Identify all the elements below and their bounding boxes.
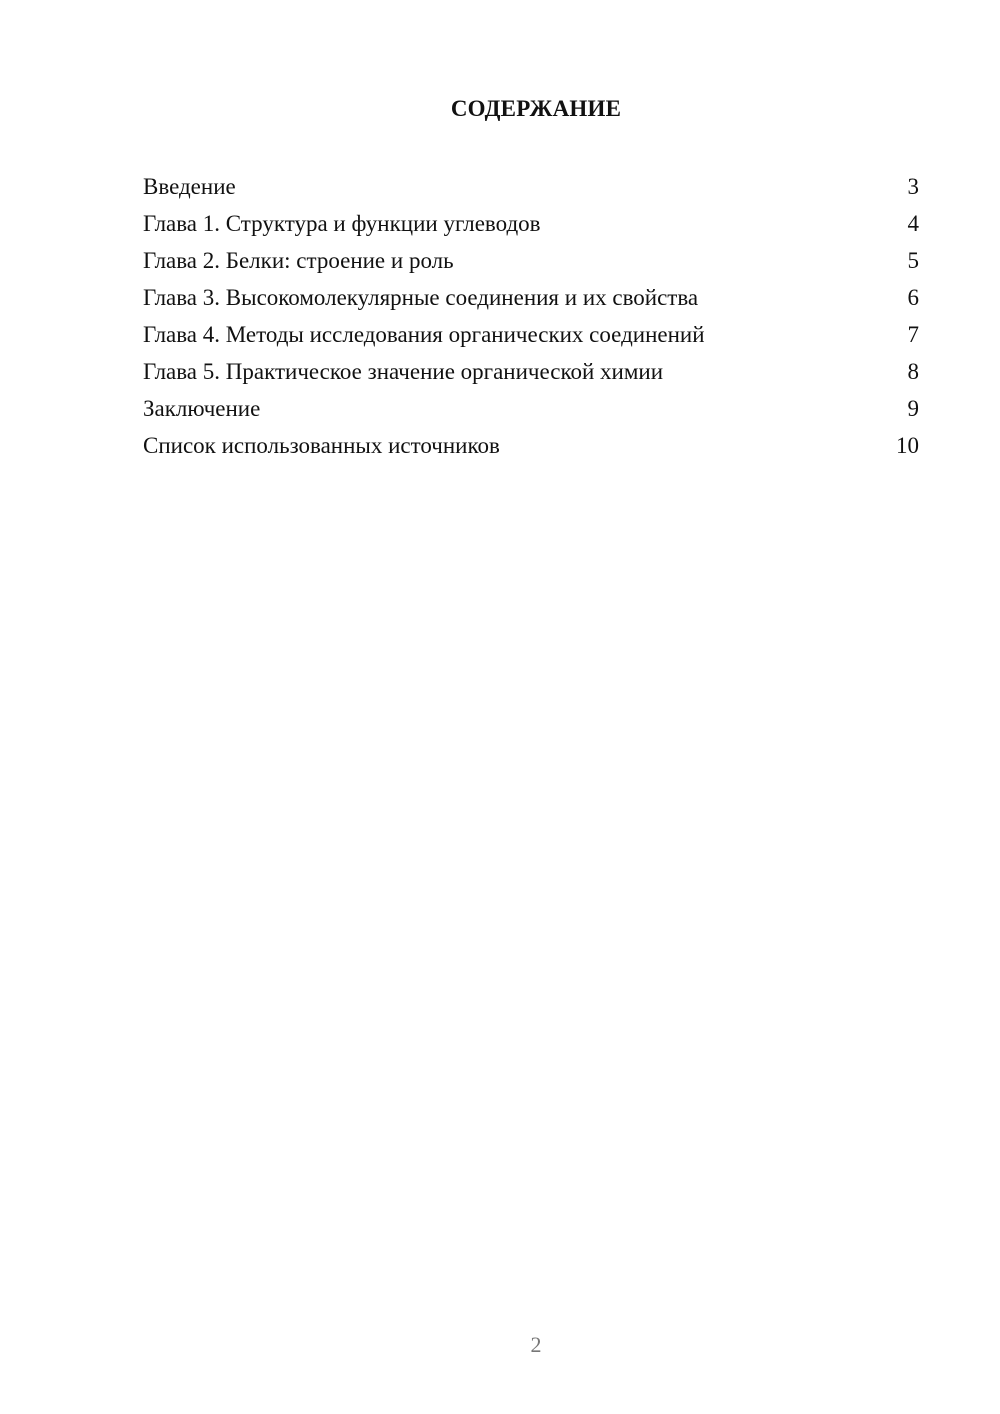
toc-entry-page: 5: [907, 248, 919, 273]
page-title: СОДЕРЖАНИЕ: [450, 96, 622, 121]
toc-entry-chapter-4: [143, 316, 919, 353]
toc-entry-page: 4: [907, 211, 919, 236]
toc-entry-page: 9: [907, 396, 919, 421]
toc-entry-label: Заключение: [143, 396, 261, 421]
toc-entry-label: Глава 4. Методы исследования органических соединений: [143, 322, 705, 347]
toc-entry-conclusion: [143, 390, 919, 427]
toc-entry-label: Список использованных источников: [143, 433, 500, 458]
page-number: 2: [530, 1332, 542, 1357]
toc-entry-page: 8: [907, 359, 919, 384]
toc-entry-label: Глава 3. Высокомолекулярные соединения и их свойства: [143, 285, 699, 310]
toc-entry-chapter-5: [143, 353, 919, 390]
toc-entry-label: Глава 1. Структура и функции углеводов: [143, 211, 541, 236]
toc-entry-references: [143, 427, 919, 464]
toc-entry-label: Введение: [143, 174, 236, 199]
toc-entry-chapter-1: [143, 205, 919, 242]
toc-entry-label: Глава 5. Практическое значение органической химии: [143, 359, 664, 384]
toc-entry-page: 7: [907, 322, 919, 347]
toc-entry-page: 6: [907, 285, 919, 310]
toc-entry-label: Глава 2. Белки: строение и роль: [143, 248, 454, 273]
toc-entry-page: 10: [896, 433, 919, 458]
toc-entry-chapter-3: [143, 279, 919, 316]
toc-entry-page: 3: [907, 174, 919, 199]
toc-entry-introduction: [143, 168, 919, 205]
toc-entry-chapter-2: [143, 242, 919, 279]
table-of-contents: [143, 168, 919, 464]
